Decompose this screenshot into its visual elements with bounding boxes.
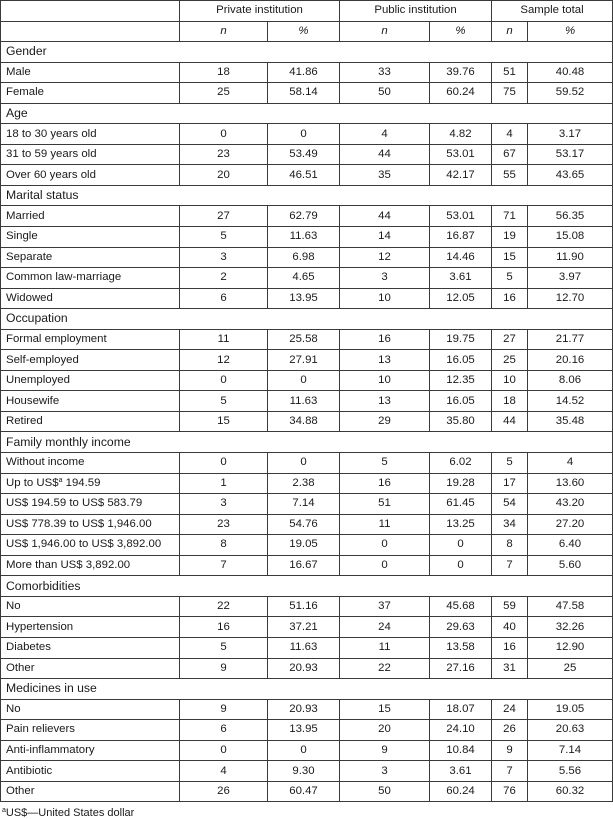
table-cell: 7: [180, 555, 268, 576]
table-cell: 44: [340, 206, 430, 227]
row-label: 18 to 30 years old: [1, 124, 180, 145]
table-row: [1, 391, 613, 412]
table-cell: 29.63: [430, 617, 492, 638]
table-cell: 37.21: [268, 617, 340, 638]
table-cell: 3: [180, 494, 268, 515]
section-title: Age: [1, 103, 613, 124]
table-row: [1, 370, 613, 391]
table-cell: 60.32: [528, 781, 613, 802]
table-row: [1, 658, 613, 679]
table-cell: 7.14: [268, 494, 340, 515]
table-cell: 24: [492, 699, 528, 720]
table-cell: 41.86: [268, 62, 340, 83]
table-cell: 13.25: [430, 514, 492, 535]
table-cell: 9: [492, 740, 528, 761]
table-cell: 0: [180, 370, 268, 391]
table-cell: 5: [180, 391, 268, 412]
table-cell: 10: [340, 288, 430, 309]
row-label: Other: [1, 658, 180, 679]
table-cell: 0: [430, 555, 492, 576]
table-cell: 27: [180, 206, 268, 227]
table-cell: 8: [180, 535, 268, 556]
table-cell: 4: [492, 124, 528, 145]
table-row: [1, 781, 613, 802]
table-cell: 15: [492, 247, 528, 268]
table-cell: 5.60: [528, 555, 613, 576]
table-cell: 40: [492, 617, 528, 638]
table-cell: 22: [180, 596, 268, 617]
table-cell: 6.02: [430, 453, 492, 474]
table-cell: 58.14: [268, 83, 340, 104]
table-cell: 5: [180, 227, 268, 248]
row-label: Male: [1, 62, 180, 83]
section-header-row: [1, 103, 613, 124]
table-cell: 34: [492, 514, 528, 535]
table-cell: 12.05: [430, 288, 492, 309]
table-cell: 16.87: [430, 227, 492, 248]
table-cell: 14.52: [528, 391, 613, 412]
table-cell: 24: [340, 617, 430, 638]
table-cell: 7: [492, 761, 528, 782]
table-cell: 6.40: [528, 535, 613, 556]
table-cell: 34.88: [268, 411, 340, 432]
table-cell: 12: [180, 350, 268, 371]
section-title: Medicines in use: [1, 679, 613, 700]
table-cell: 16: [340, 329, 430, 350]
table-body: [1, 42, 613, 802]
table-cell: 11.63: [268, 227, 340, 248]
row-label: Antibiotic: [1, 761, 180, 782]
table-cell: 0: [180, 740, 268, 761]
table-cell: 13.58: [430, 637, 492, 658]
table-cell: 37: [340, 596, 430, 617]
table-cell: 62.79: [268, 206, 340, 227]
table-cell: 4.65: [268, 268, 340, 289]
table-cell: 25.58: [268, 329, 340, 350]
table-cell: 22: [340, 658, 430, 679]
table-cell: 23: [180, 514, 268, 535]
table-cell: 29: [340, 411, 430, 432]
subheader-public-pct: %: [430, 21, 492, 42]
row-label: Unemployed: [1, 370, 180, 391]
table-cell: 46.51: [268, 165, 340, 186]
row-label: No: [1, 596, 180, 617]
row-label: Female: [1, 83, 180, 104]
subheader-total-pct: %: [528, 21, 613, 42]
table-cell: 23: [180, 144, 268, 165]
row-label: Single: [1, 227, 180, 248]
table-row: [1, 411, 613, 432]
table-cell: 0: [180, 453, 268, 474]
table-cell: 13.60: [528, 473, 613, 494]
table-cell: 53.01: [430, 206, 492, 227]
row-label: 31 to 59 years old: [1, 144, 180, 165]
row-label: Other: [1, 781, 180, 802]
table-row: [1, 699, 613, 720]
section-header-row: [1, 576, 613, 597]
table-row: [1, 761, 613, 782]
table-cell: 19.05: [528, 699, 613, 720]
footnote: [0, 807, 613, 819]
table-cell: 31: [492, 658, 528, 679]
row-label-text: 194.59: [62, 476, 101, 489]
table-row: [1, 514, 613, 535]
row-label-text: Up to US$: [6, 476, 59, 489]
table-cell: 19.75: [430, 329, 492, 350]
table-cell: 14: [340, 227, 430, 248]
table-cell: 53.17: [528, 144, 613, 165]
row-label: Diabetes: [1, 637, 180, 658]
row-label: Over 60 years old: [1, 165, 180, 186]
group-header-private: Private institution: [180, 1, 340, 22]
row-label: Anti-inflammatory: [1, 740, 180, 761]
subheader-total-n: n: [492, 21, 528, 42]
table-cell: 71: [492, 206, 528, 227]
table-cell: 10: [492, 370, 528, 391]
row-label: Hypertension: [1, 617, 180, 638]
table-cell: 4: [528, 453, 613, 474]
table-row: [1, 720, 613, 741]
section-header-row: [1, 679, 613, 700]
table-row: [1, 617, 613, 638]
table-cell: 20.93: [268, 699, 340, 720]
table-cell: 27.16: [430, 658, 492, 679]
table-row: [1, 288, 613, 309]
table-row: [1, 637, 613, 658]
corner-cell: [1, 21, 180, 42]
table-cell: 25: [492, 350, 528, 371]
table-cell: 55: [492, 165, 528, 186]
table-cell: 25: [528, 658, 613, 679]
row-label: Married: [1, 206, 180, 227]
table-cell: 44: [340, 144, 430, 165]
subheader-public-n: n: [340, 21, 430, 42]
table-cell: 0: [268, 453, 340, 474]
table-cell: 5: [492, 453, 528, 474]
table-cell: 19.05: [268, 535, 340, 556]
table-cell: 6.98: [268, 247, 340, 268]
table-row: [1, 206, 613, 227]
table-cell: 12.35: [430, 370, 492, 391]
table-cell: 18.07: [430, 699, 492, 720]
table-cell: 24.10: [430, 720, 492, 741]
table-cell: 26: [180, 781, 268, 802]
row-label: No: [1, 699, 180, 720]
table-cell: 20: [340, 720, 430, 741]
row-label: Self-employed: [1, 350, 180, 371]
table-row: [1, 165, 613, 186]
table-cell: 59: [492, 596, 528, 617]
table-cell: 3.61: [430, 761, 492, 782]
table-cell: 20.63: [528, 720, 613, 741]
table-cell: 67: [492, 144, 528, 165]
table-cell: 0: [268, 124, 340, 145]
table-cell: 61.45: [430, 494, 492, 515]
table-cell: 60.47: [268, 781, 340, 802]
table-cell: 40.48: [528, 62, 613, 83]
subheader-private-pct: %: [268, 21, 340, 42]
table-cell: 15: [180, 411, 268, 432]
row-label: US$ 778.39 to US$ 1,946.00: [1, 514, 180, 535]
row-label: Retired: [1, 411, 180, 432]
table-cell: 16.67: [268, 555, 340, 576]
table-cell: 10.84: [430, 740, 492, 761]
table-cell: 10: [340, 370, 430, 391]
column-subheader-row: [1, 21, 613, 42]
table-cell: 13: [340, 350, 430, 371]
table-cell: 0: [430, 535, 492, 556]
table-cell: 27.91: [268, 350, 340, 371]
row-label: Formal employment: [1, 329, 180, 350]
table-cell: 15.08: [528, 227, 613, 248]
table-row: [1, 473, 613, 494]
table-cell: 0: [180, 124, 268, 145]
row-label: Common law-marriage: [1, 268, 180, 289]
table-cell: 16: [180, 617, 268, 638]
table-cell: 3.97: [528, 268, 613, 289]
table-cell: 16.05: [430, 391, 492, 412]
table-cell: 35.48: [528, 411, 613, 432]
table-cell: 3: [340, 761, 430, 782]
section-title: Marital status: [1, 185, 613, 206]
table-cell: 11.63: [268, 637, 340, 658]
table-cell: 50: [340, 781, 430, 802]
table-cell: 14.46: [430, 247, 492, 268]
table-cell: 43.20: [528, 494, 613, 515]
table-cell: 9: [180, 699, 268, 720]
table-cell: 3.17: [528, 124, 613, 145]
table-cell: 11.63: [268, 391, 340, 412]
table-cell: 45.68: [430, 596, 492, 617]
row-label: Pain relievers: [1, 720, 180, 741]
table-cell: 33: [340, 62, 430, 83]
table-row: [1, 494, 613, 515]
table-cell: 53.01: [430, 144, 492, 165]
group-header-public: Public institution: [340, 1, 492, 22]
table-cell: 20: [180, 165, 268, 186]
table-cell: 20.93: [268, 658, 340, 679]
table-cell: 8.06: [528, 370, 613, 391]
table-row: [1, 740, 613, 761]
footnote-ref: a: [58, 476, 63, 484]
table-cell: 16.05: [430, 350, 492, 371]
table-row: [1, 535, 613, 556]
row-label: Separate: [1, 247, 180, 268]
table-cell: 4: [180, 761, 268, 782]
table-cell: 18: [492, 391, 528, 412]
table-cell: 5.56: [528, 761, 613, 782]
table-cell: 35.80: [430, 411, 492, 432]
table-row: [1, 83, 613, 104]
table-cell: 25: [180, 83, 268, 104]
row-label: US$ 194.59 to US$ 583.79: [1, 494, 180, 515]
table-cell: 3: [340, 268, 430, 289]
row-label: More than US$ 3,892.00: [1, 555, 180, 576]
table-cell: 12.70: [528, 288, 613, 309]
table-cell: 39.76: [430, 62, 492, 83]
section-title: Gender: [1, 42, 613, 63]
table-cell: 51.16: [268, 596, 340, 617]
corner-cell: [1, 1, 180, 22]
table-cell: 8: [492, 535, 528, 556]
table-cell: 26: [492, 720, 528, 741]
table-cell: 60.24: [430, 781, 492, 802]
table-cell: 5: [180, 637, 268, 658]
table-cell: 4.82: [430, 124, 492, 145]
table-row: [1, 329, 613, 350]
table-cell: 5: [340, 453, 430, 474]
table-cell: 42.17: [430, 165, 492, 186]
row-label: Without income: [1, 453, 180, 474]
table-row: [1, 144, 613, 165]
table-cell: 3: [180, 247, 268, 268]
section-header-row: [1, 309, 613, 330]
column-group-header-row: [1, 1, 613, 22]
row-label: Housewife: [1, 391, 180, 412]
table-row: [1, 268, 613, 289]
table-cell: 7.14: [528, 740, 613, 761]
subheader-private-n: n: [180, 21, 268, 42]
table-cell: 20.16: [528, 350, 613, 371]
table-cell: 32.26: [528, 617, 613, 638]
table-cell: 5: [492, 268, 528, 289]
table-cell: 59.52: [528, 83, 613, 104]
table-cell: 0: [268, 740, 340, 761]
table-cell: 1: [180, 473, 268, 494]
footnote-mark: a: [2, 807, 6, 815]
row-label: Widowed: [1, 288, 180, 309]
table-cell: 19: [492, 227, 528, 248]
table-row: [1, 596, 613, 617]
table-row: [1, 453, 613, 474]
table-cell: 2: [180, 268, 268, 289]
row-label: [1, 473, 180, 494]
footnote-text: US$—United States dollar: [5, 807, 135, 819]
section-title: Occupation: [1, 309, 613, 330]
table-cell: 9.30: [268, 761, 340, 782]
table-cell: 16: [340, 473, 430, 494]
table-cell: 60.24: [430, 83, 492, 104]
table-row: [1, 227, 613, 248]
table-cell: 9: [180, 658, 268, 679]
table-cell: 19.28: [430, 473, 492, 494]
table-cell: 21.77: [528, 329, 613, 350]
table-cell: 11: [180, 329, 268, 350]
table-cell: 47.58: [528, 596, 613, 617]
table-cell: 76: [492, 781, 528, 802]
table-cell: 35: [340, 165, 430, 186]
section-title: Comorbidities: [1, 576, 613, 597]
table-cell: 4: [340, 124, 430, 145]
table-cell: 11: [340, 637, 430, 658]
table-cell: 27.20: [528, 514, 613, 535]
table-row: [1, 555, 613, 576]
table-cell: 50: [340, 83, 430, 104]
section-header-row: [1, 432, 613, 453]
table-cell: 56.35: [528, 206, 613, 227]
table-cell: 54: [492, 494, 528, 515]
table-cell: 2.38: [268, 473, 340, 494]
table-cell: 51: [340, 494, 430, 515]
table-cell: 75: [492, 83, 528, 104]
table-cell: 7: [492, 555, 528, 576]
table-cell: 11: [340, 514, 430, 535]
table-cell: 12: [340, 247, 430, 268]
table-cell: 16: [492, 288, 528, 309]
table-cell: 15: [340, 699, 430, 720]
table-cell: 54.76: [268, 514, 340, 535]
table-cell: 27: [492, 329, 528, 350]
table-cell: 6: [180, 720, 268, 741]
table-cell: 0: [340, 535, 430, 556]
section-header-row: [1, 185, 613, 206]
table-row: [1, 62, 613, 83]
table-cell: 13.95: [268, 288, 340, 309]
table-cell: 3.61: [430, 268, 492, 289]
group-header-total: Sample total: [492, 1, 613, 22]
table-cell: 9: [340, 740, 430, 761]
row-label: US$ 1,946.00 to US$ 3,892.00: [1, 535, 180, 556]
table-cell: 0: [340, 555, 430, 576]
table-cell: 16: [492, 637, 528, 658]
table-cell: 13.95: [268, 720, 340, 741]
table-cell: 13: [340, 391, 430, 412]
table-cell: 17: [492, 473, 528, 494]
table-row: [1, 350, 613, 371]
table-cell: 6: [180, 288, 268, 309]
table-cell: 11.90: [528, 247, 613, 268]
table-cell: 44: [492, 411, 528, 432]
table-row: [1, 247, 613, 268]
table-cell: 0: [268, 370, 340, 391]
table-cell: 43.65: [528, 165, 613, 186]
table-row: [1, 124, 613, 145]
table-cell: 51: [492, 62, 528, 83]
section-title: Family monthly income: [1, 432, 613, 453]
table-cell: 53.49: [268, 144, 340, 165]
table-cell: 18: [180, 62, 268, 83]
section-header-row: [1, 42, 613, 63]
table-cell: 12.90: [528, 637, 613, 658]
